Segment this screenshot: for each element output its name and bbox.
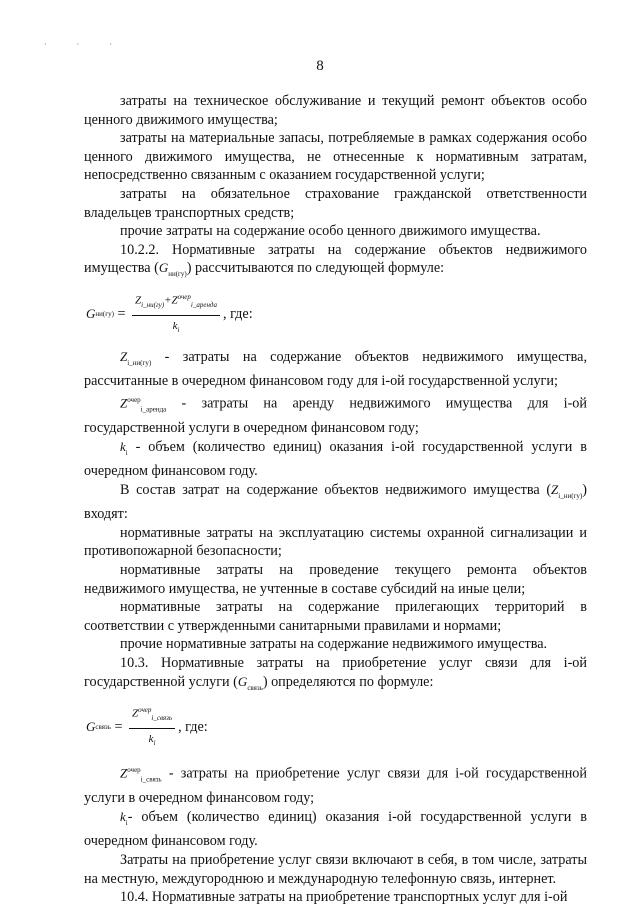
paragraph: $Z_{i\_ни(гу)}$ - затраты на содержание объектов недвижимого имущества, рассчитанные в очередном финансовом году для i-ой государственной услуги;: [84, 348, 587, 390]
formula-2: G связь = $\frac{Z^{очер}_{i\_связь}}{k_i}$ , где:: [86, 701, 587, 753]
paragraph: $k_i-$ объем (количество единиц) оказания i-ой государственной услуги в очередном финансовом году.: [84, 808, 587, 850]
document-body: [84, 92, 587, 907]
paragraph: $Z^{очер}_{i\_связь}$ - затраты на приобретение услуг связи для i-ой государственной услуги в очередном финансовом году;: [84, 765, 587, 807]
paragraph: $Z^{очер}_{i\_аренда}$ - затраты на аренду недвижимого имущества для i-ой государственной услуги в очередном финансовом году;: [84, 395, 587, 437]
scan-marks: · · ·: [44, 40, 126, 49]
paragraph: 10.3. Нормативные затраты на приобретение услуг связи для i-ой государственной услуги $(G_{связь})$ определяются по формуле:: [84, 654, 587, 692]
paragraph: нормативные затраты на проведение текущего ремонта объектов недвижимого имущества, не учтенные в составе субсидий на иные цели;: [84, 561, 587, 597]
page-number: 8: [316, 58, 324, 74]
formula-1: G ни(гу) = $\frac{Z_{i\_ни(гу)}+Z^{очер}_{i\_аренда}}{k_i}$ , где:: [86, 288, 587, 340]
paragraph: 10.2.2. Нормативные затраты на содержание объектов недвижимого имущества $(G_{ни(гу)})$ рассчитываются по следующей формуле:: [84, 241, 587, 279]
paragraph: В состав затрат на содержание объектов недвижимого имущества $(Z_{i\_ни(гу)})$ входят:: [84, 481, 587, 523]
paragraph: нормативные затраты на эксплуатацию системы охранной сигнализации и противопожарной безопасности;: [84, 524, 587, 560]
paragraph: затраты на материальные запасы, потребляемые в рамках содержания особо ценного движимого имущества, не отнесенные к нормативным затратам, непосредственно связанным с оказанием государственной услуги;: [84, 130, 587, 184]
paragraph: 10.4. Нормативные затраты на приобретение транспортных услуг для i-ой: [120, 889, 568, 906]
paragraph: затраты на техническое обслуживание и текущий ремонт объектов особо ценного движимого имущества;: [84, 93, 587, 128]
paragraph: прочие затраты на содержание особо ценного движимого имущества.: [120, 223, 541, 240]
paragraph: прочие нормативные затраты на содержание недвижимого имущества.: [120, 636, 548, 653]
paragraph: затраты на обязательное страхование гражданской ответственности владельцев транспортных средств;: [84, 185, 587, 221]
paragraph: $k_i$ - объем (количество единиц) оказания i-ой государственной услуги в очередном финансовом году.: [84, 438, 587, 480]
paragraph: нормативные затраты на содержание прилегающих территорий в соответствии с утвержденными санитарными правилами и нормами;: [84, 599, 587, 634]
paragraph: Затраты на приобретение услуг связи включают в себя, в том числе, затраты на местную, междугороднюю и международную телефонную связь, интернет.: [84, 851, 587, 887]
